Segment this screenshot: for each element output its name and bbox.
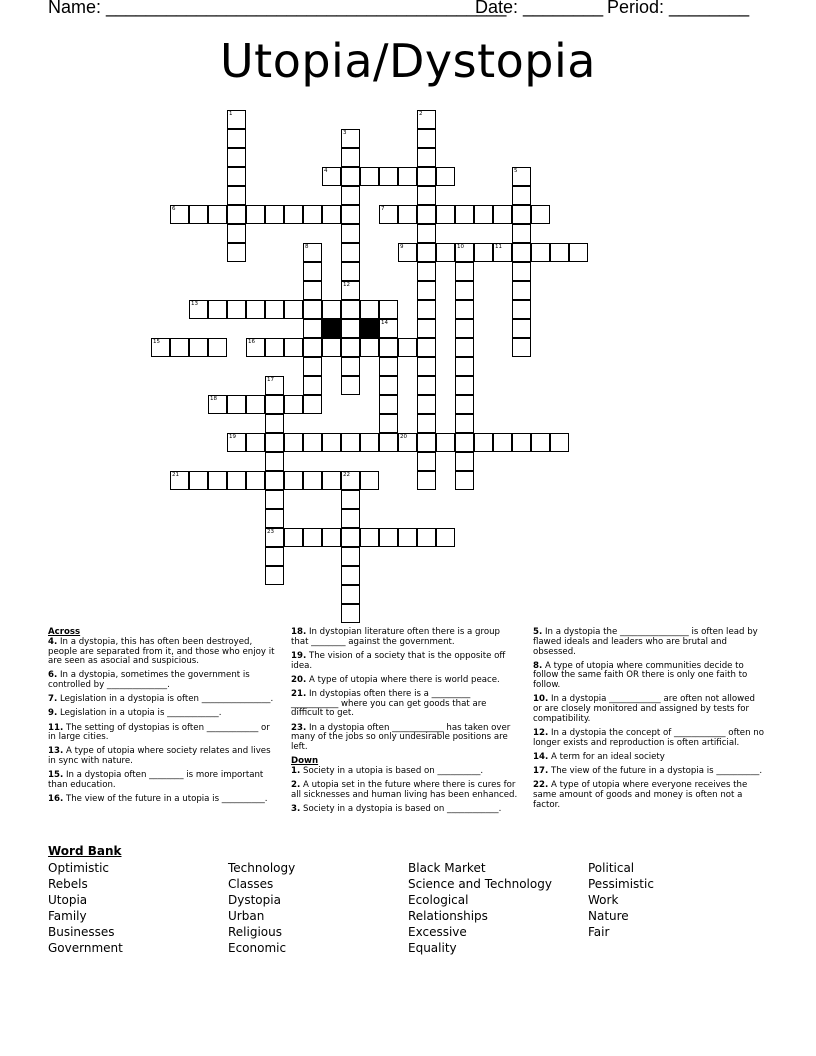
cell-number: 22: [343, 472, 350, 478]
word-bank-item: Businesses: [48, 925, 115, 939]
cell-number: 4: [324, 168, 328, 174]
crossword-cell[interactable]: [341, 566, 360, 585]
crossword-cell[interactable]: [322, 300, 341, 319]
crossword-cell[interactable]: [360, 433, 379, 452]
crossword-cell[interactable]: [227, 186, 246, 205]
word-bank-title: Word Bank: [48, 844, 122, 858]
cell-number: 9: [400, 244, 404, 250]
cell-number: 23: [267, 529, 274, 535]
word-bank-item: Work: [588, 893, 619, 907]
clue-across-13: 13. A type of utopia where society relates and lives in sync with nature.: [48, 746, 271, 767]
cell-number: 19: [229, 434, 236, 440]
crossword-cell[interactable]: [512, 281, 531, 300]
cell-number: 3: [343, 130, 347, 136]
crossword-cell[interactable]: [436, 167, 455, 186]
crossword-cell[interactable]: [189, 205, 208, 224]
crossword-cell[interactable]: [227, 129, 246, 148]
crossword-cell[interactable]: [417, 186, 436, 205]
word-bank-item: Pessimistic: [588, 877, 654, 891]
clue-across-21: 21. In dystopias often there is a _________ ___________ where you can get goods that are difficult to get.: [291, 688, 487, 719]
crossword-cell[interactable]: [284, 433, 303, 452]
crossword-cell[interactable]: [341, 547, 360, 566]
crossword-cell[interactable]: [455, 433, 474, 452]
crossword-cell[interactable]: [265, 452, 284, 471]
crossword-cell[interactable]: [227, 148, 246, 167]
cell-number: 21: [172, 472, 179, 478]
crossword-cell[interactable]: [265, 566, 284, 585]
crossword-cell[interactable]: [512, 205, 531, 224]
word-bank-item: Urban: [228, 909, 265, 923]
crossword-cell[interactable]: [265, 528, 284, 547]
cell-number: 10: [457, 244, 464, 250]
crossword-cell[interactable]: [284, 395, 303, 414]
crossword-cell[interactable]: [341, 376, 360, 395]
cell-number: 12: [343, 282, 350, 288]
across-heading: Across: [48, 627, 81, 637]
crossword-cell[interactable]: [360, 528, 379, 547]
crossword-cell[interactable]: [455, 243, 474, 262]
crossword-cell[interactable]: [341, 585, 360, 604]
crossword-cell[interactable]: [303, 243, 322, 262]
crossword-cell[interactable]: [398, 167, 417, 186]
crossword-cell[interactable]: [531, 243, 550, 262]
crossword-cell[interactable]: [303, 528, 322, 547]
crossword-cell[interactable]: [493, 433, 512, 452]
crossword-cell[interactable]: [265, 433, 284, 452]
crossword-cell[interactable]: [284, 528, 303, 547]
crossword-cell[interactable]: [417, 414, 436, 433]
word-bank-column-4: [588, 860, 654, 940]
crossword-cell[interactable]: [341, 262, 360, 281]
crossword-cell[interactable]: [455, 262, 474, 281]
word-bank-item: Fair: [588, 925, 610, 939]
crossword-cell[interactable]: [341, 243, 360, 262]
crossword-cell[interactable]: [474, 433, 493, 452]
crossword-cell[interactable]: [322, 433, 341, 452]
crossword-cell[interactable]: [227, 300, 246, 319]
clue-across-6: 6. In a dystopia, sometimes the government is controlled by ______________.: [48, 670, 250, 691]
crossword-cell[interactable]: [512, 243, 531, 262]
clue-across-23: 23. In a dystopia often ____________ has taken over many of the jobs so only undesirable positions are left.: [291, 722, 511, 753]
crossword-cell[interactable]: [189, 300, 208, 319]
crossword-cell[interactable]: [398, 528, 417, 547]
crossword-cell[interactable]: [208, 205, 227, 224]
crossword-cell[interactable]: [417, 433, 436, 452]
crossword-cell[interactable]: [303, 338, 322, 357]
word-bank-item: Religious: [228, 925, 282, 939]
crossword-cell[interactable]: [341, 509, 360, 528]
crossword-cell[interactable]: [341, 490, 360, 509]
crossword-cell[interactable]: [170, 338, 189, 357]
clue-across-9: 9. Legislation in a utopia is ____________.: [48, 708, 222, 719]
crossword-cell[interactable]: [417, 148, 436, 167]
crossword-cell[interactable]: [341, 148, 360, 167]
crossword-cell[interactable]: [208, 338, 227, 357]
crossword-cell[interactable]: [512, 300, 531, 319]
crossword-cell[interactable]: [208, 471, 227, 490]
crossword-cell[interactable]: [303, 319, 322, 338]
crossword-cell[interactable]: [246, 205, 265, 224]
clue-across-16: 16. The view of the future in a utopia is __________.: [48, 794, 268, 805]
crossword-cell[interactable]: [189, 471, 208, 490]
crossword-cell[interactable]: [398, 338, 417, 357]
period-field-label: Period: ________: [607, 0, 750, 17]
crossword-cell[interactable]: [322, 167, 341, 186]
crossword-cell[interactable]: [246, 433, 265, 452]
cell-number: 15: [153, 339, 160, 345]
crossword-cell[interactable]: [303, 471, 322, 490]
word-bank-item: Excessive: [408, 925, 467, 939]
name-field-label: Name: ________________________________________: [48, 0, 507, 17]
clue-across-4: 4. In a dystopia, this has often been destroyed, people are separated from it, and those who enjoy it are seen as asocial and suspicious.: [48, 636, 275, 667]
crossword-cell[interactable]: [265, 547, 284, 566]
crossword-cell[interactable]: [303, 300, 322, 319]
crossword-cell[interactable]: [455, 357, 474, 376]
crossword-cell[interactable]: [341, 471, 360, 490]
crossword-cell[interactable]: [284, 300, 303, 319]
crossword-cell[interactable]: [227, 471, 246, 490]
crossword-cell[interactable]: [227, 167, 246, 186]
crossword-cell[interactable]: [379, 300, 398, 319]
crossword-cell[interactable]: [341, 281, 360, 300]
clue-down-10: 10. In a dystopia ____________ are often not allowed or are closely monitored and assigned by tests for compatibility.: [533, 694, 755, 724]
word-bank-item: Economic: [228, 941, 287, 955]
cell-number: 16: [248, 339, 255, 345]
clue-down-17: 17. The view of the future in a dystopia is __________.: [533, 766, 763, 777]
crossword-cell[interactable]: [379, 205, 398, 224]
crossword-cell[interactable]: [322, 528, 341, 547]
word-bank-item: Science and Technology: [408, 877, 552, 891]
crossword-cell[interactable]: [284, 471, 303, 490]
clue-down-8: 8. A type of utopia where communities decide to follow the same faith OR there is only one faith to follow.: [533, 660, 748, 691]
crossword-cell[interactable]: [303, 205, 322, 224]
cell-number: 13: [191, 301, 198, 307]
crossword-cell[interactable]: [341, 357, 360, 376]
word-bank-column-3: [408, 860, 552, 956]
crossword-cell[interactable]: [417, 129, 436, 148]
word-bank-item: Optimistic: [48, 861, 110, 875]
crossword-cell[interactable]: [265, 205, 284, 224]
crossword-cell[interactable]: [455, 376, 474, 395]
crossword-cell[interactable]: [455, 452, 474, 471]
crossword-cell[interactable]: [531, 433, 550, 452]
word-bank-item: Ecological: [408, 893, 469, 907]
crossword-cell[interactable]: [550, 433, 569, 452]
crossword-cell[interactable]: [246, 471, 265, 490]
crossword-cell[interactable]: [512, 224, 531, 243]
crossword-cell[interactable]: [436, 243, 455, 262]
crossword-cell[interactable]: [417, 319, 436, 338]
word-bank-item: Rebels: [48, 877, 88, 891]
crossword-cell[interactable]: [455, 281, 474, 300]
black-square: [360, 319, 379, 338]
crossword-cell[interactable]: [170, 205, 189, 224]
word-bank-item: Classes: [228, 877, 274, 891]
crossword-cell[interactable]: [379, 414, 398, 433]
crossword-cell[interactable]: [379, 376, 398, 395]
clue-across-11: 11. The setting of dystopias is often ____________ or in large cities.: [48, 722, 270, 743]
clue-down-12: 12. In a dystopia the concept of ____________ often no longer exists and reproduction is often artificial.: [533, 728, 764, 748]
crossword-cell[interactable]: [170, 471, 189, 490]
word-bank-item: Equality: [408, 941, 457, 955]
crossword-cell[interactable]: [303, 433, 322, 452]
crossword-cell[interactable]: [360, 167, 379, 186]
crossword-cell[interactable]: [417, 357, 436, 376]
crossword-cell[interactable]: [398, 243, 417, 262]
date-field-label: Date: ________: [475, 0, 604, 17]
crossword-cell[interactable]: [379, 338, 398, 357]
crossword-cell[interactable]: [417, 281, 436, 300]
crossword-cell[interactable]: [227, 395, 246, 414]
crossword-cell[interactable]: [398, 205, 417, 224]
crossword-cell[interactable]: [417, 262, 436, 281]
page-title: Utopia/Dystopia: [220, 34, 596, 88]
crossword-cell[interactable]: [379, 528, 398, 547]
crossword-cell[interactable]: [417, 205, 436, 224]
crossword-cell[interactable]: [189, 338, 208, 357]
down-heading: Down: [291, 756, 319, 767]
crossword-cell[interactable]: [455, 300, 474, 319]
cell-number: 11: [495, 244, 502, 250]
crossword-cell[interactable]: [360, 471, 379, 490]
crossword-cell[interactable]: [246, 395, 265, 414]
crossword-cell[interactable]: [303, 357, 322, 376]
crossword-cell[interactable]: [360, 300, 379, 319]
crossword-cell[interactable]: [436, 205, 455, 224]
clue-down-22: 22. A type of utopia where everyone receives the same amount of goods and money is often not a factor.: [533, 780, 748, 810]
crossword-cell[interactable]: [436, 433, 455, 452]
crossword-cell[interactable]: [455, 338, 474, 357]
clue-down-14: 14. A term for an ideal society: [533, 751, 665, 762]
cell-number: 6: [172, 206, 176, 212]
crossword-cell[interactable]: [379, 357, 398, 376]
crossword-cell[interactable]: [455, 414, 474, 433]
crossword-cell[interactable]: [284, 205, 303, 224]
crossword-cell[interactable]: [265, 338, 284, 357]
black-square: [322, 319, 341, 338]
crossword-cell[interactable]: [227, 243, 246, 262]
crossword-cell[interactable]: [512, 186, 531, 205]
crossword-cell[interactable]: [474, 243, 493, 262]
clue-across-18: 18. In dystopian literature often there is a group that ________ against the government.: [291, 627, 501, 647]
crossword-cell[interactable]: [303, 262, 322, 281]
cell-number: 2: [419, 111, 423, 117]
crossword-cell[interactable]: [227, 205, 246, 224]
word-bank-column-2: [228, 860, 295, 956]
crossword-cell[interactable]: [322, 205, 341, 224]
clue-across-20: 20. A type of utopia where there is world peace.: [291, 674, 500, 685]
clues-column-2: [291, 628, 519, 819]
crossword-cell[interactable]: [417, 395, 436, 414]
crossword-cell[interactable]: [246, 338, 265, 357]
crossword-cell[interactable]: [246, 300, 265, 319]
crossword-cell[interactable]: [303, 395, 322, 414]
cell-number: 17: [267, 377, 274, 383]
word-bank-column-1: [48, 860, 123, 956]
crossword-cell[interactable]: [341, 300, 360, 319]
crossword-cell[interactable]: [569, 243, 588, 262]
crossword-cell[interactable]: [417, 471, 436, 490]
crossword-cell[interactable]: [417, 167, 436, 186]
crossword-cell[interactable]: [417, 224, 436, 243]
clues-column-1: [48, 628, 276, 809]
crossword-cell[interactable]: [208, 300, 227, 319]
crossword-cell[interactable]: [379, 433, 398, 452]
cell-number: 18: [210, 396, 217, 402]
crossword-cell[interactable]: [151, 338, 170, 357]
crossword-cell[interactable]: [417, 338, 436, 357]
crossword-cell[interactable]: [208, 395, 227, 414]
crossword-cell[interactable]: [398, 433, 417, 452]
crossword-cell[interactable]: [303, 281, 322, 300]
cell-number: 8: [305, 244, 309, 250]
clue-down-1: 1. Society in a utopia is based on __________.: [291, 766, 484, 777]
crossword-cell[interactable]: [512, 433, 531, 452]
crossword-cell[interactable]: [227, 224, 246, 243]
crossword-cell[interactable]: [341, 129, 360, 148]
clues-column-3: [533, 628, 765, 815]
crossword-cell[interactable]: [341, 604, 360, 623]
word-bank-item: Dystopia: [228, 893, 281, 907]
crossword-cell[interactable]: [341, 528, 360, 547]
crossword-cell[interactable]: [341, 167, 360, 186]
crossword-cell[interactable]: [550, 243, 569, 262]
crossword-cell[interactable]: [436, 528, 455, 547]
crossword-cell[interactable]: [379, 167, 398, 186]
crossword-cell[interactable]: [265, 395, 284, 414]
crossword-cell[interactable]: [341, 224, 360, 243]
crossword-cell[interactable]: [417, 300, 436, 319]
crossword-cell[interactable]: [512, 338, 531, 357]
crossword-cell[interactable]: [341, 186, 360, 205]
clue-down-5: 5. In a dystopia the ________________ is often lead by flawed ideals and leaders who are brutal and obsessed.: [533, 627, 758, 657]
crossword-cell[interactable]: [341, 319, 360, 338]
crossword-cell[interactable]: [531, 205, 550, 224]
crossword-cell[interactable]: [417, 452, 436, 471]
clue-across-7: 7. Legislation in a dystopia is often ________________.: [48, 694, 274, 705]
crossword-cell[interactable]: [341, 433, 360, 452]
crossword-cell[interactable]: [227, 433, 246, 452]
crossword-cell[interactable]: [512, 319, 531, 338]
crossword-cell[interactable]: [455, 319, 474, 338]
cell-number: 7: [381, 206, 385, 212]
crossword-cell[interactable]: [341, 205, 360, 224]
word-bank-item: Family: [48, 909, 87, 923]
word-bank-item: Political: [588, 861, 635, 875]
word-bank-item: Utopia: [48, 893, 88, 907]
crossword-cell[interactable]: [379, 319, 398, 338]
crossword-cell[interactable]: [379, 395, 398, 414]
crossword-cell[interactable]: [265, 509, 284, 528]
crossword-cell[interactable]: [265, 414, 284, 433]
cell-number: 20: [400, 434, 407, 440]
crossword-cell[interactable]: [303, 376, 322, 395]
crossword-cell[interactable]: [417, 528, 436, 547]
crossword-cell[interactable]: [512, 262, 531, 281]
crossword-cell[interactable]: [265, 300, 284, 319]
cell-number: 14: [381, 320, 388, 326]
crossword-cell[interactable]: [455, 395, 474, 414]
crossword-cell[interactable]: [227, 110, 246, 129]
clue-across-19: 19. The vision of a society that is the opposite off idea.: [291, 650, 506, 671]
crossword-cell[interactable]: [493, 243, 512, 262]
word-bank-item: Relationships: [408, 909, 488, 923]
crossword-cell[interactable]: [284, 338, 303, 357]
clue-down-2: 2. A utopia set in the future where there is cures for all sicknesses and human living has been enhanced.: [291, 780, 518, 800]
crossword-cell[interactable]: [265, 490, 284, 509]
crossword-cell[interactable]: [265, 376, 284, 395]
word-bank-item: Black Market: [408, 861, 486, 875]
cell-number: 1: [229, 111, 233, 117]
crossword-cell[interactable]: [455, 205, 474, 224]
crossword-cell[interactable]: [474, 205, 493, 224]
crossword-cell[interactable]: [417, 376, 436, 395]
crossword-cell[interactable]: [322, 471, 341, 490]
crossword-cell[interactable]: [417, 110, 436, 129]
crossword-cell[interactable]: [455, 471, 474, 490]
crossword-cell[interactable]: [417, 243, 436, 262]
crossword-cell[interactable]: [341, 338, 360, 357]
word-bank-item: Technology: [228, 861, 296, 875]
clue-down-3: 3. Society in a dystopia is based on ____________.: [291, 804, 502, 815]
crossword-cell[interactable]: [493, 205, 512, 224]
word-bank-item: Nature: [588, 909, 629, 923]
cell-number: 5: [514, 168, 518, 174]
clue-across-15: 15. In a dystopia often ________ is more important than education.: [48, 770, 264, 791]
crossword-cell[interactable]: [360, 338, 379, 357]
crossword-cell[interactable]: [322, 338, 341, 357]
word-bank-item: Government: [48, 941, 123, 955]
crossword-cell[interactable]: [265, 471, 284, 490]
crossword-cell[interactable]: [512, 167, 531, 186]
